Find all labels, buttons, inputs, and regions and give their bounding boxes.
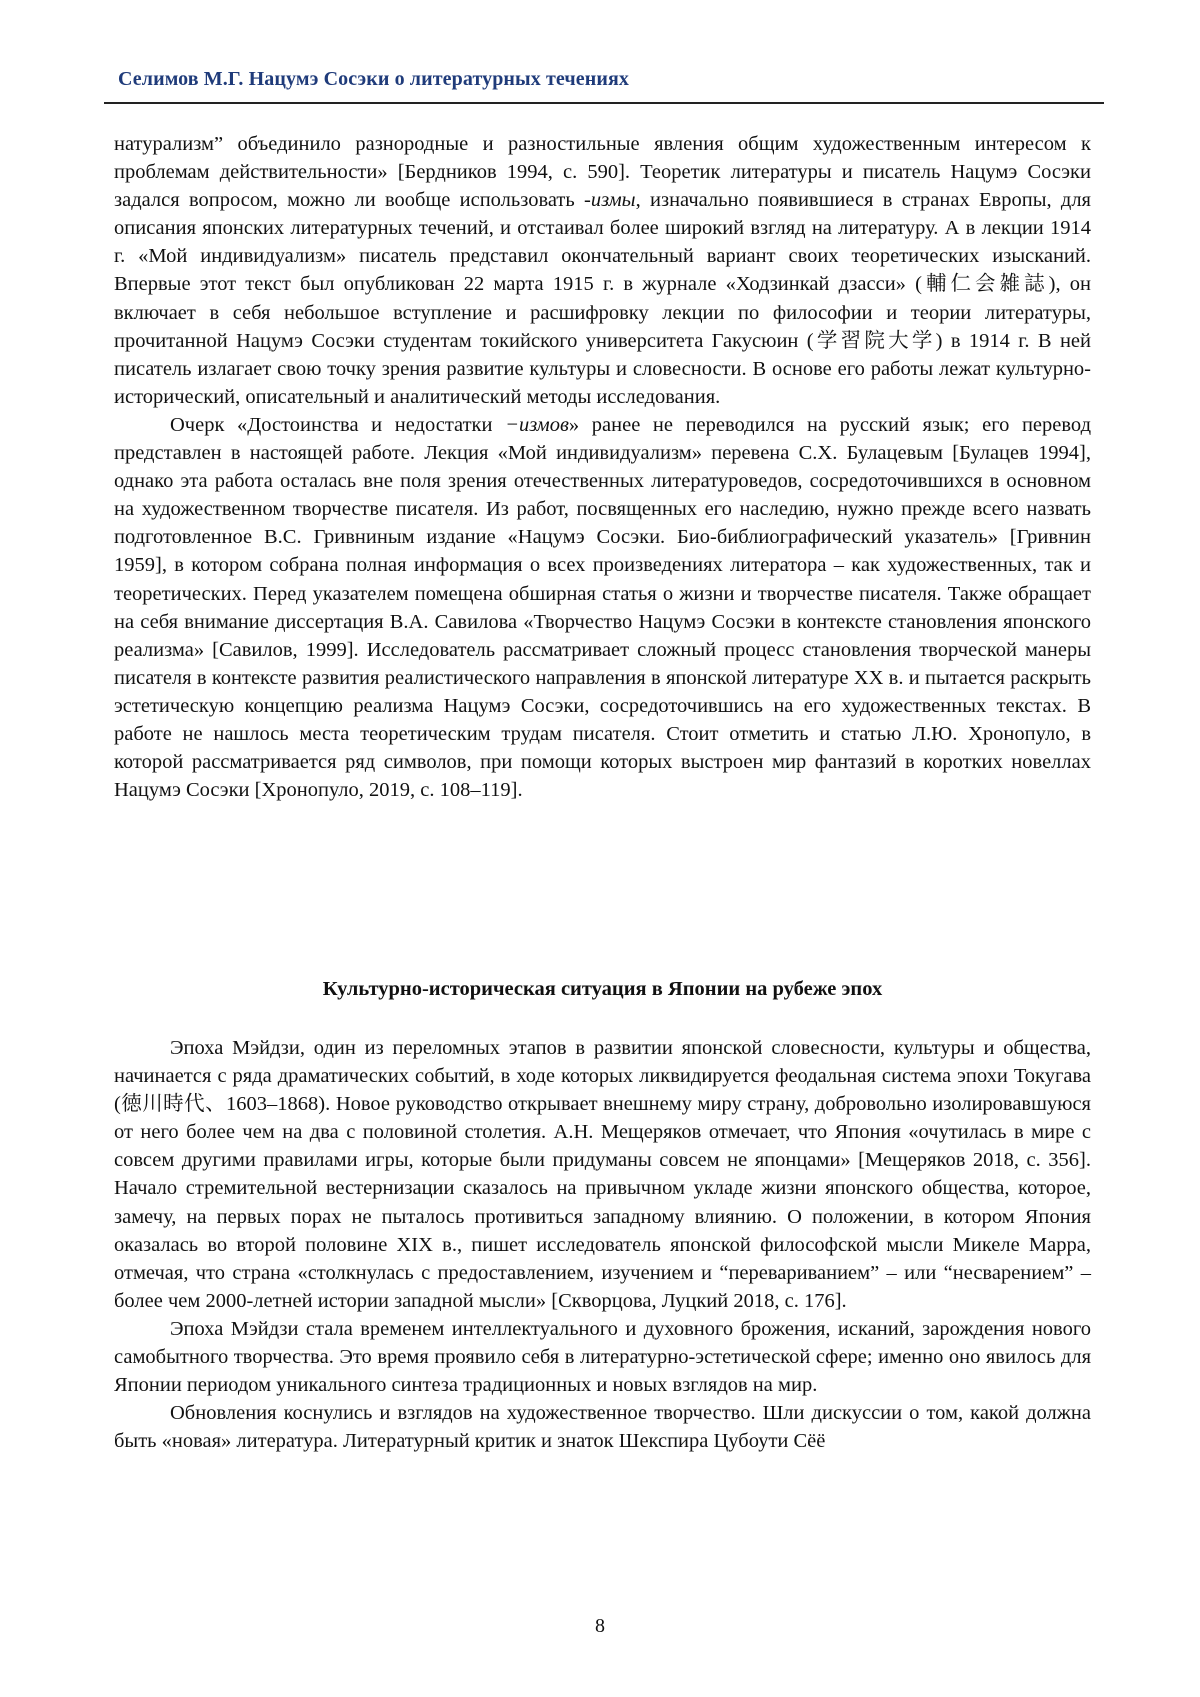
header-rule	[104, 102, 1104, 104]
section-heading: Культурно-историческая ситуация в Японии на рубеже эпох	[322, 978, 883, 1000]
emphasis: −измов	[505, 413, 569, 436]
section-main-text	[114, 1034, 1091, 1455]
paragraph: Очерк «Достоинства и недостатки −измов» ранее не переводился на русский язык; его перевод представлен в настоящей работе. Лекция «Мой индивидуализм» перевена С.Х. Булацевым [Булацев 1994], однако эта работа осталась вне поля зрения отечественных литературоведов, сосредоточившихся в основном на художественном творчестве писателя. Из работ, посвященных его наследию, нужно прежде всего назвать подготовленное В.С. Гривниным издание «Нацумэ Сосэки. Био-библиографический указатель» [Гривнин 1959], в котором собрана полная информация о всех произведениях литератора – как художественных, так и теоретических. Перед указателем помещена обширная статья о жизни и творчестве писателя. Также обращает на себя внимание диссертация В.А. Савилова «Творчество Нацумэ Сосэки в контексте становления японского реализма» [Савилов, 1999]. Исследователь рассматривает сложный процесс становления творческой манеры писателя в контексте развития реалистического направления в японской литературе XX в. и пытается раскрыть эстетическую концепцию реализма Нацумэ Сосэки, сосредоточившись на его художественных текстах. В работе не нашлось места теоретическим трудам писателя. Стоит отметить и статью Л.Ю. Хронопуло, в которой рассматривается ряд символов, при помощи которых выстроен мир фантазий в коротких новеллах Нацумэ Сосэки [Хронопуло, 2019, с. 108–119].	[114, 413, 1091, 802]
page-number: 8	[595, 1615, 605, 1637]
paragraph: Обновления коснулись и взглядов на художественное творчество. Шли дискуссии о том, какой должна быть «новая» литература. Литературный критик и знаток Шекспира Цубоути Сёё	[114, 1402, 1091, 1453]
paragraph: Эпоха Мэйдзи стала временем интеллектуального и духовного брожения, исканий, зарождения нового самобытного творчества. Это время проявило себя в литературно-эстетической сфере; именно оно явилось для Японии периодом уникального синтеза традиционных и новых взглядов на мир.	[114, 1317, 1091, 1397]
paragraph: натурализм” объединило разнородные и разностильные явления общим художественным интересом к проблемам действительности» [Бердников 1994, с. 590]. Теоретик литературы и писатель Нацумэ Сосэки задался вопросом, можно ли вообще использовать -измы, изначально появившиеся в странах Европы, для описания японских литературных течений, и отстаивал более широкий взгляд на литературу. А в лекции 1914 г. «Мой индивидуализм» писатель представил окончательный вариант своих теоретических изысканий. Впервые этот текст был опубликован 22 марта 1915 г. в журнале «Ходзинкай дзасси» (輔仁会雑誌), он включает в себя небольшое вступление и расшифровку лекции по философии и теории литературы, прочитанной Нацумэ Сосэки студентам токийского университета Гакусюин (学習院大学) в 1914 г. В ней писатель излагает свою точку зрения развитие культуры и словесности. В основе его работы лежат культурно-исторический, описательный и аналитический методы исследования.	[114, 133, 1091, 408]
running-header: Селимов М.Г. Нацумэ Сосэки о литературных течениях	[118, 68, 629, 90]
emphasis: измы	[590, 189, 636, 212]
paragraph: Эпоха Мэйдзи, один из переломных этапов в развитии японской словесности, культуры и общества, начинается с ряда драматических событий, в ходе которых ликвидируется феодальная система эпохи Токугава (徳川時代、1603–1868). Новое руководство открывает внешнему миру страну, добровольно изолировавшуюся от него более чем на два с половиной столетия. А.Н. Мещеряков отмечает, что Япония «очутилась в мире с совсем другими правилами игры, которые были придуманы совсем не японцами» [Мещеряков 2018, с. 356]. Начало стремительной вестернизации сказалось на привычном укладе жизни японского общества, которое, замечу, на первых порах не пыталось противиться западному влиянию. О положении, в котором Япония оказалась во второй половине XIX в., пишет исследователь японской философской мысли Микеле Марра, отмечая, что страна «столкнулась с предоставлением, изучением и “перевариванием” – или “несварением” – более чем 2000-летней истории западной мысли» [Скворцова, Луцкий 2018, с. 176].	[114, 1037, 1091, 1312]
section-intro-text	[114, 130, 1091, 804]
